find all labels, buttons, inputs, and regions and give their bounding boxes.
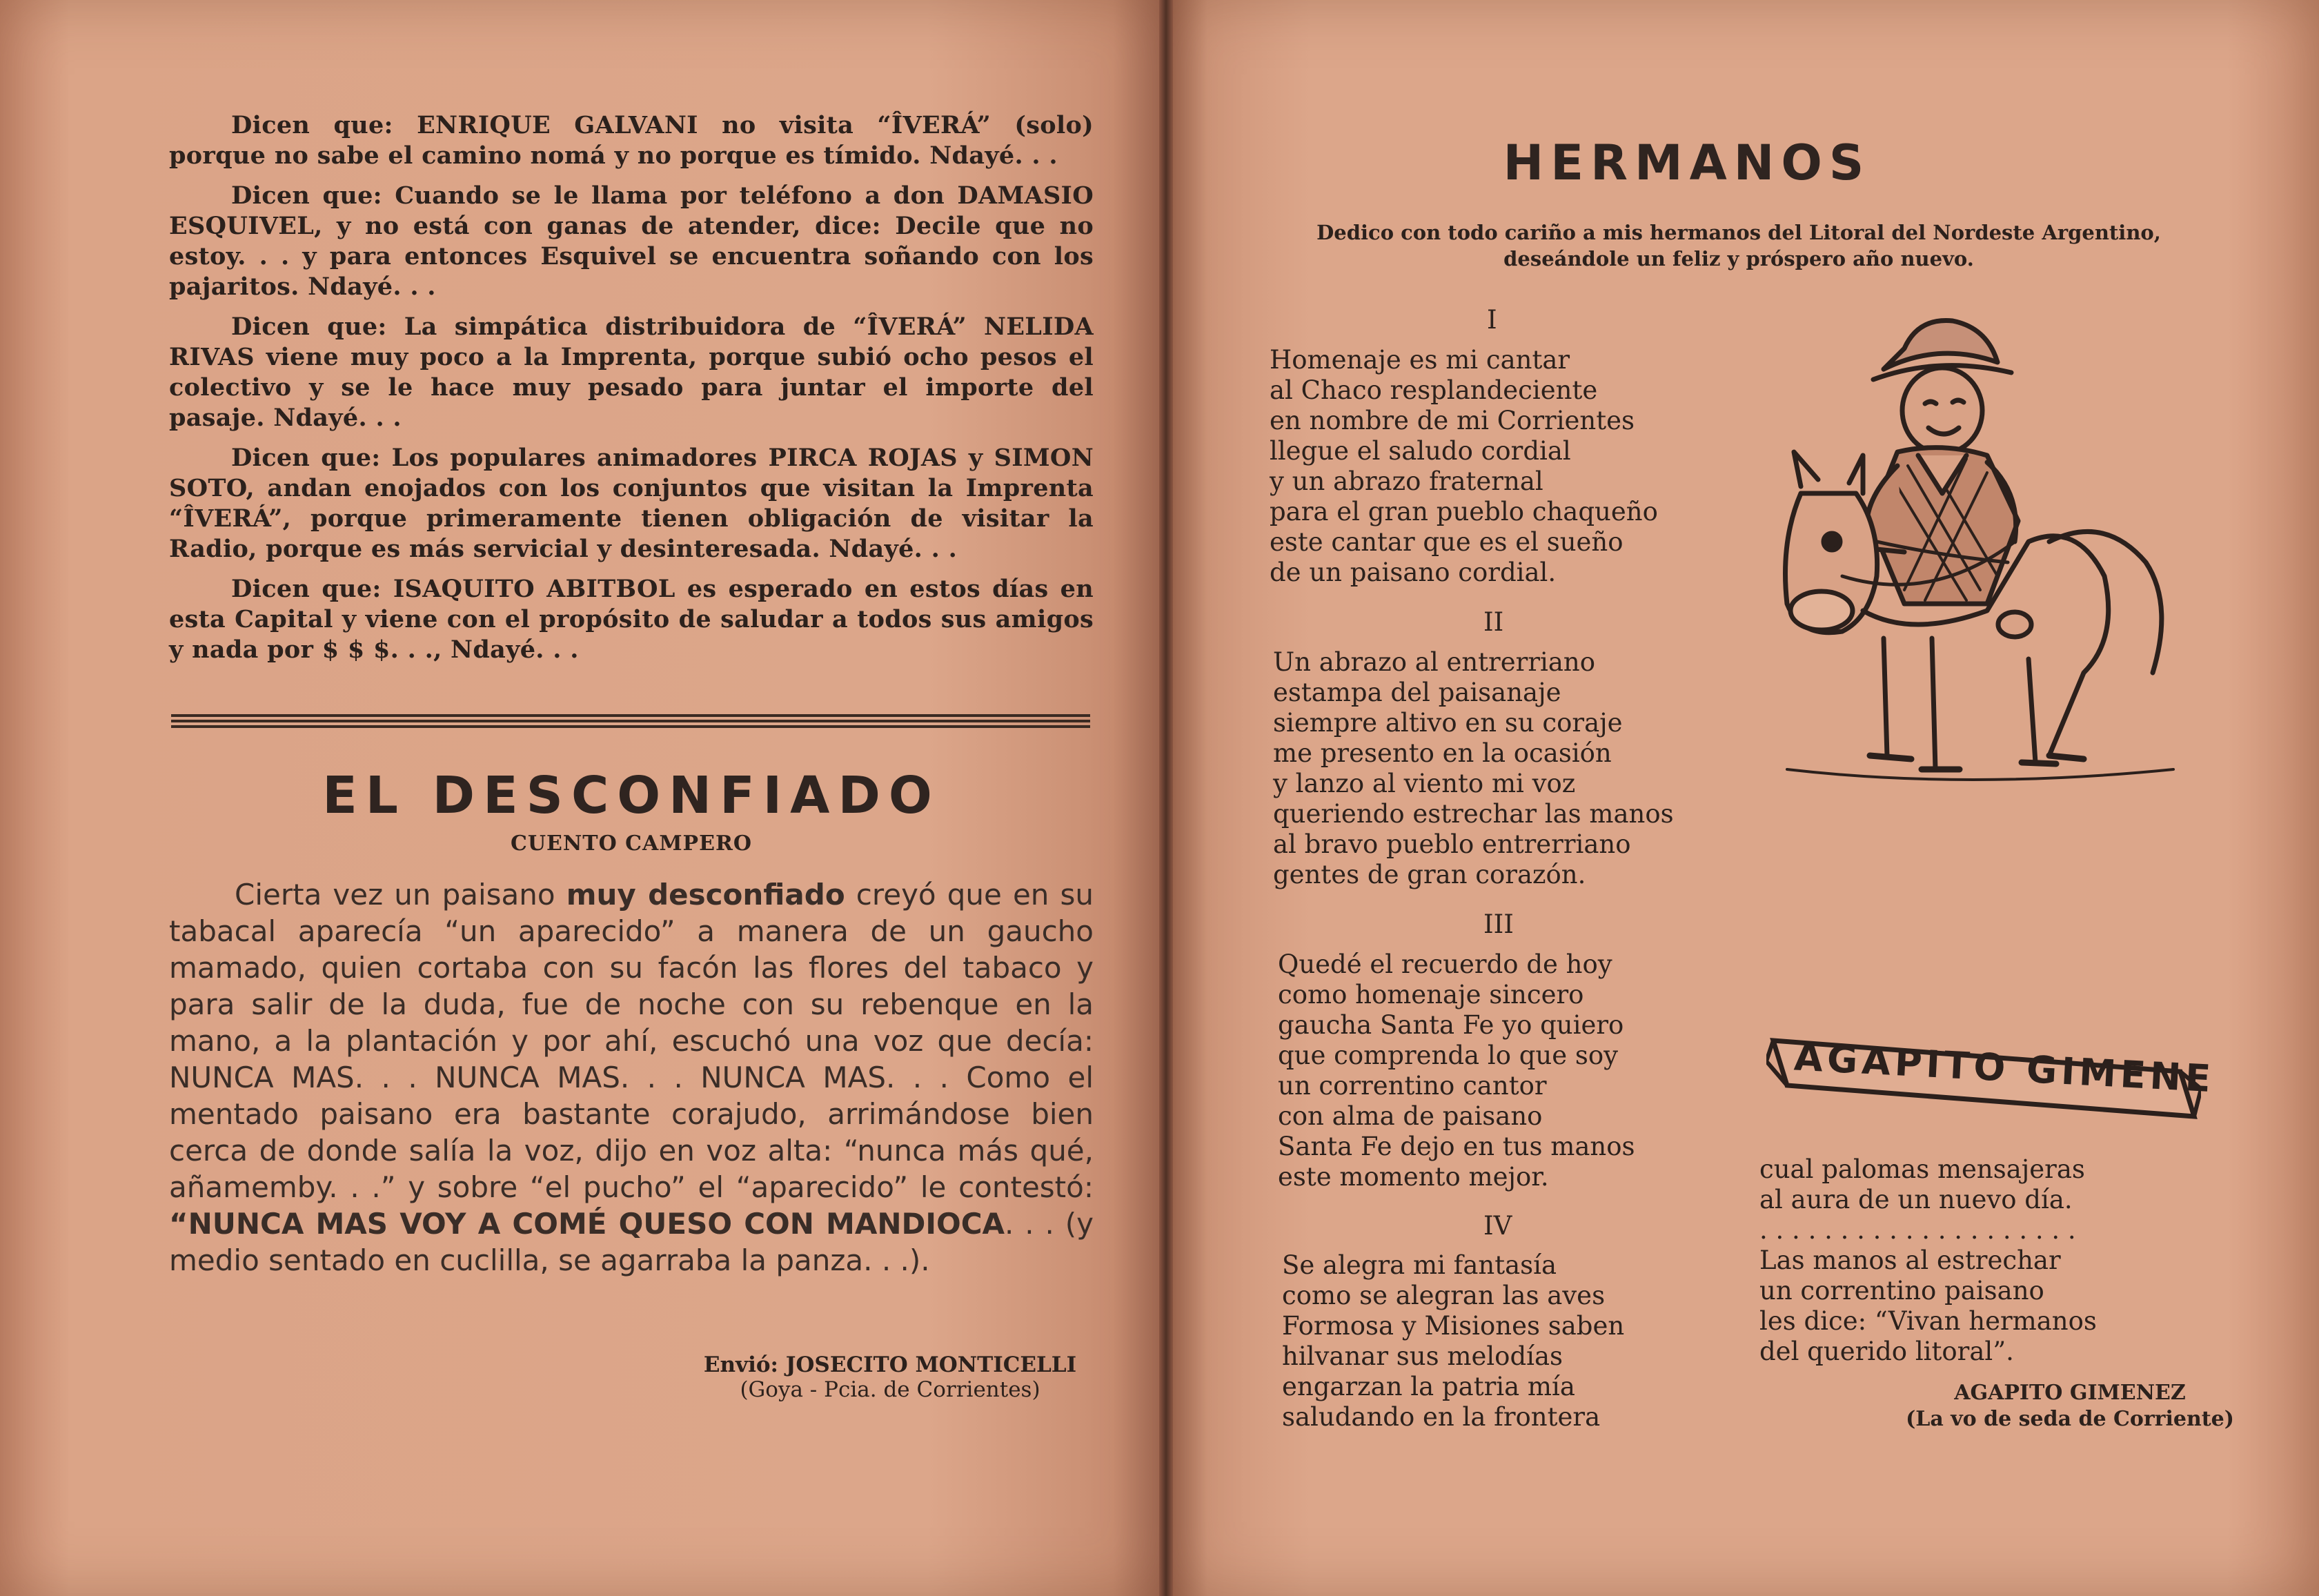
stanza xyxy=(1282,1250,1624,1432)
poem-line: para el gran pueblo chaqueño xyxy=(1270,497,1658,526)
poem-line: de un paisano cordial. xyxy=(1270,558,1557,587)
gossip-paragraph: Dicen que: ENRIQUE GALVANI no visita “ÎVERÁ” (solo) porque no sabe el camino nomá y no porque es tímido. Ndayé. . . xyxy=(169,111,1094,170)
stanza-number: II xyxy=(1483,607,1504,637)
poem-line: del querido litoral”. xyxy=(1759,1337,2014,1366)
poem-line: al bravo pueblo entrerriano xyxy=(1273,829,1631,859)
poem-line: un correntino cantor xyxy=(1278,1071,1547,1101)
poem-line: saludando en la frontera xyxy=(1282,1402,1601,1432)
story-subtitle: CUENTO CAMPERO xyxy=(510,831,753,856)
poem-line: llegue el saludo cordial xyxy=(1270,436,1571,466)
poem-line: gentes de gran corazón. xyxy=(1273,860,1586,889)
poem-line: queriendo estrechar las manos xyxy=(1273,799,1674,829)
signature-name: AGAPITO GIMENEZ xyxy=(1954,1381,2186,1405)
poem-line: hilvanar sus melodías xyxy=(1282,1341,1563,1371)
stanza xyxy=(1278,949,1635,1192)
stanza-number: III xyxy=(1483,909,1514,939)
poem-line: y un abrazo fraternal xyxy=(1270,466,1543,496)
story-text-part: creyó que en su tabacal aparecía “un aparecido” a manera de un gaucho mamado, quien cortaba con su facón las flores del tabaco y para salir de la duda, fue de noche con su rebenque en la mano, a la plantación y por ahí, escuchó una voz que decía: NUNCA MAS. . . NUNCA MAS. . . NUNCA MAS. . . Como el mentado paisano era bastante corajudo, arrimándose bien cerca de donde salía la voz, dijo en voz alta: “nunca más qué, añamemby. . .” y sobre “el pucho” el “aparecido” le contestó: xyxy=(169,878,1094,1204)
story-emphasis: “NUNCA MAS VOY A COMÉ QUESO CON MANDIOCA xyxy=(169,1207,1005,1241)
story-sender xyxy=(676,1352,1104,1402)
story-text xyxy=(169,876,1094,1279)
poem-line: Se alegra mi fantasía xyxy=(1282,1250,1557,1280)
gossip-paragraph: Dicen que: La simpática distribuidora de “ÎVERÁ” NELIDA RIVAS viene muy poco a la Imprenta, porque subió ocho pesos el colectivo y se le hace muy pesado para juntar el importe del pasaje. Ndayé. . . xyxy=(169,313,1094,432)
poem-signature xyxy=(1808,1380,2319,1432)
section-divider xyxy=(171,714,1090,731)
gossip-column xyxy=(169,110,1094,675)
dedication-line: Dedico con todo cariño a mis hermanos del Litoral del Nordeste Argentino, xyxy=(1316,221,2161,244)
poem-line: al aura de un nuevo día. xyxy=(1759,1185,2073,1214)
poem-dedication xyxy=(1283,219,2194,272)
sender-name: Envió: JOSECITO MONTICELLI xyxy=(703,1352,1077,1377)
poem-line: que comprenda lo que soy xyxy=(1278,1041,1619,1070)
poem-line: Quedé el recuerdo de hoy xyxy=(1278,949,1612,979)
gossip-paragraph: Dicen que: Los populares animadores PIRCA ROJAS y SIMON SOTO, andan enojados con los conjuntos que visitan la Imprenta “ÎVERÁ”, porque primeramente tienen obligación de visitar la Radio, porque es más servicial y desinteresada. Ndayé. . . xyxy=(169,444,1094,563)
poem-line: Homenaje es mi cantar xyxy=(1270,345,1570,375)
poem-line: como se alegran las aves xyxy=(1282,1281,1606,1310)
stanza-number: IV xyxy=(1483,1211,1512,1241)
book-gutter xyxy=(1159,0,1173,1596)
signature-note: (La vo de seda de Corriente) xyxy=(1906,1407,2234,1431)
poem-line: y lanzo al viento mi voz xyxy=(1273,769,1576,798)
gossip-paragraph: Dicen que: Cuando se le llama por teléfono a don DAMASIO ESQUIVEL, y no está con ganas de atender, dice: Decile que no estoy. . . y para entonces Esquivel se encuentra soñando con los pajaritos. Ndayé. . . xyxy=(169,181,1094,301)
left-page xyxy=(0,0,1159,1596)
poem-line: Formosa y Misiones saben xyxy=(1282,1311,1625,1341)
stanza xyxy=(1273,647,1674,890)
stanza xyxy=(1270,345,1658,588)
poem-title: HERMANOS xyxy=(1503,135,1871,191)
poem-line: Santa Fe dejo en tus manos xyxy=(1278,1132,1635,1161)
poem-line: con alma de paisano xyxy=(1278,1101,1543,1131)
story-text-part: Cierta vez un paisano xyxy=(235,878,566,912)
story-text-part: . . . (y medio sentado en cuclilla, se agarraba la panza. . .). xyxy=(169,1207,1094,1277)
stanza-number: I xyxy=(1487,305,1497,335)
dedication-line: deseándole un feliz y próspero año nuevo. xyxy=(1503,247,1974,270)
poem-line: este momento mejor. xyxy=(1278,1162,1549,1192)
poem-line: gaucha Santa Fe yo quiero xyxy=(1278,1010,1624,1040)
poem-line: siempre altivo en su coraje xyxy=(1273,708,1623,738)
poem-line: estampa del paisanaje xyxy=(1273,678,1561,707)
poem-line: cual palomas mensajeras xyxy=(1759,1154,2085,1184)
poem-line: . . . . . . . . . . . . . . . . . . . . xyxy=(1759,1215,2076,1245)
story-title: EL DESCONFIADO xyxy=(322,766,940,825)
gaucho-illustration xyxy=(1759,314,2201,825)
sender-place: (Goya - Pcia. de Corrientes) xyxy=(740,1377,1040,1402)
poem-line: como homenaje sincero xyxy=(1278,980,1584,1009)
poem-line: en nombre de mi Corrientes xyxy=(1270,406,1635,435)
poem-line: un correntino paisano xyxy=(1759,1276,2044,1306)
poem-line: Un abrazo al entrerriano xyxy=(1273,647,1595,677)
poem-line: este cantar que es el sueño xyxy=(1270,527,1624,557)
story-emphasis: muy desconfiado xyxy=(566,878,845,912)
gossip-paragraph: Dicen que: ISAQUITO ABITBOL es esperado en estos días en esta Capital y viene con el propósito de saludar a todos sus amigos y nada por $ $ $. . ., Ndayé. . . xyxy=(169,575,1094,664)
poem-line: Las manos al estrechar xyxy=(1759,1245,2061,1275)
stanza-continuation xyxy=(1759,1154,2097,1367)
poem-line: al Chaco resplandeciente xyxy=(1270,375,1598,405)
poem-line: engarzan la patria mía xyxy=(1282,1372,1575,1401)
poem-line: me presento en la ocasión xyxy=(1273,738,1612,768)
poem-line: les dice: “Vivan hermanos xyxy=(1759,1306,2097,1336)
banner-text: AGAPITO GIMENE xyxy=(1793,1035,2216,1101)
